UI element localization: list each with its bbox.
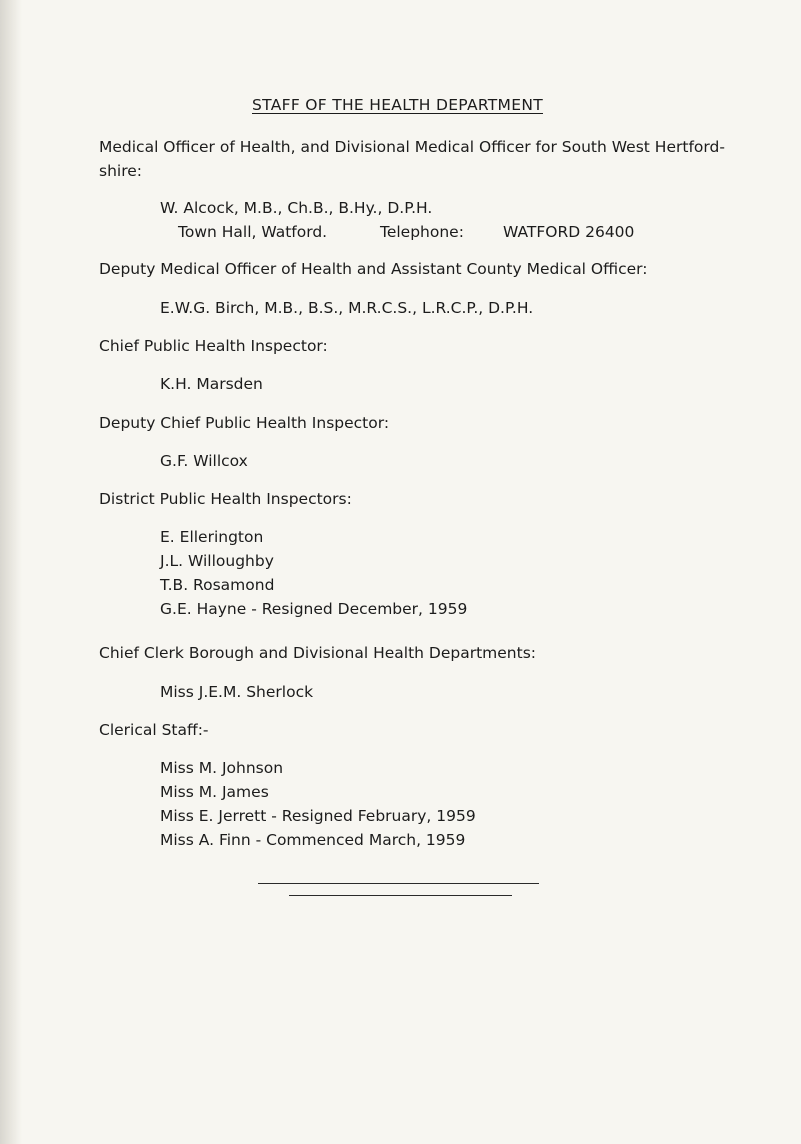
deputy-chief-phi-heading: Deputy Chief Public Health Inspector:	[99, 414, 390, 432]
list-item: Miss A. Finn - Commenced March, 1959	[160, 831, 466, 849]
chief-clerk-heading: Chief Clerk Borough and Divisional Health Departments:	[99, 644, 537, 662]
moh-address: Town Hall, Watford.	[178, 223, 328, 241]
moh-heading-line1: Medical Officer of Health, and Divisional Medical Officer for South West Hertford-	[99, 138, 725, 156]
list-item: T.B. Rosamond	[160, 576, 275, 594]
list-item: Miss M. James	[160, 783, 269, 801]
deputy-chief-phi-name: G.F. Willcox	[160, 452, 248, 470]
telephone-number: WATFORD 26400	[503, 223, 635, 241]
district-phi-heading: District Public Health Inspectors:	[99, 490, 352, 508]
chief-phi-name: K.H. Marsden	[160, 375, 263, 393]
page-binding-edge	[0, 0, 22, 1144]
clerical-heading: Clerical Staff:-	[99, 721, 209, 739]
deputy-moh-name: E.W.G. Birch, M.B., B.S., M.R.C.S., L.R.C.P., D.P.H.	[160, 299, 534, 317]
page-title: STAFF OF THE HEALTH DEPARTMENT	[252, 96, 543, 114]
chief-clerk-name: Miss J.E.M. Sherlock	[160, 683, 314, 701]
list-item: E. Ellerington	[160, 528, 264, 546]
moh-address-line	[0, 222, 801, 242]
list-item: Miss E. Jerrett - Resigned February, 1959	[160, 807, 476, 825]
deputy-moh-heading: Deputy Medical Officer of Health and Assistant County Medical Officer:	[99, 260, 648, 278]
closing-rule-top	[258, 883, 539, 884]
closing-rule-bottom	[289, 895, 512, 896]
moh-name: W. Alcock, M.B., Ch.B., B.Hy., D.P.H.	[160, 199, 433, 217]
list-item: Miss M. Johnson	[160, 759, 284, 777]
chief-phi-heading: Chief Public Health Inspector:	[99, 337, 328, 355]
telephone-label: Telephone:	[380, 223, 464, 241]
list-item: J.L. Willoughby	[160, 552, 274, 570]
list-item: G.E. Hayne - Resigned December, 1959	[160, 600, 468, 618]
moh-heading-line2: shire:	[99, 162, 142, 180]
